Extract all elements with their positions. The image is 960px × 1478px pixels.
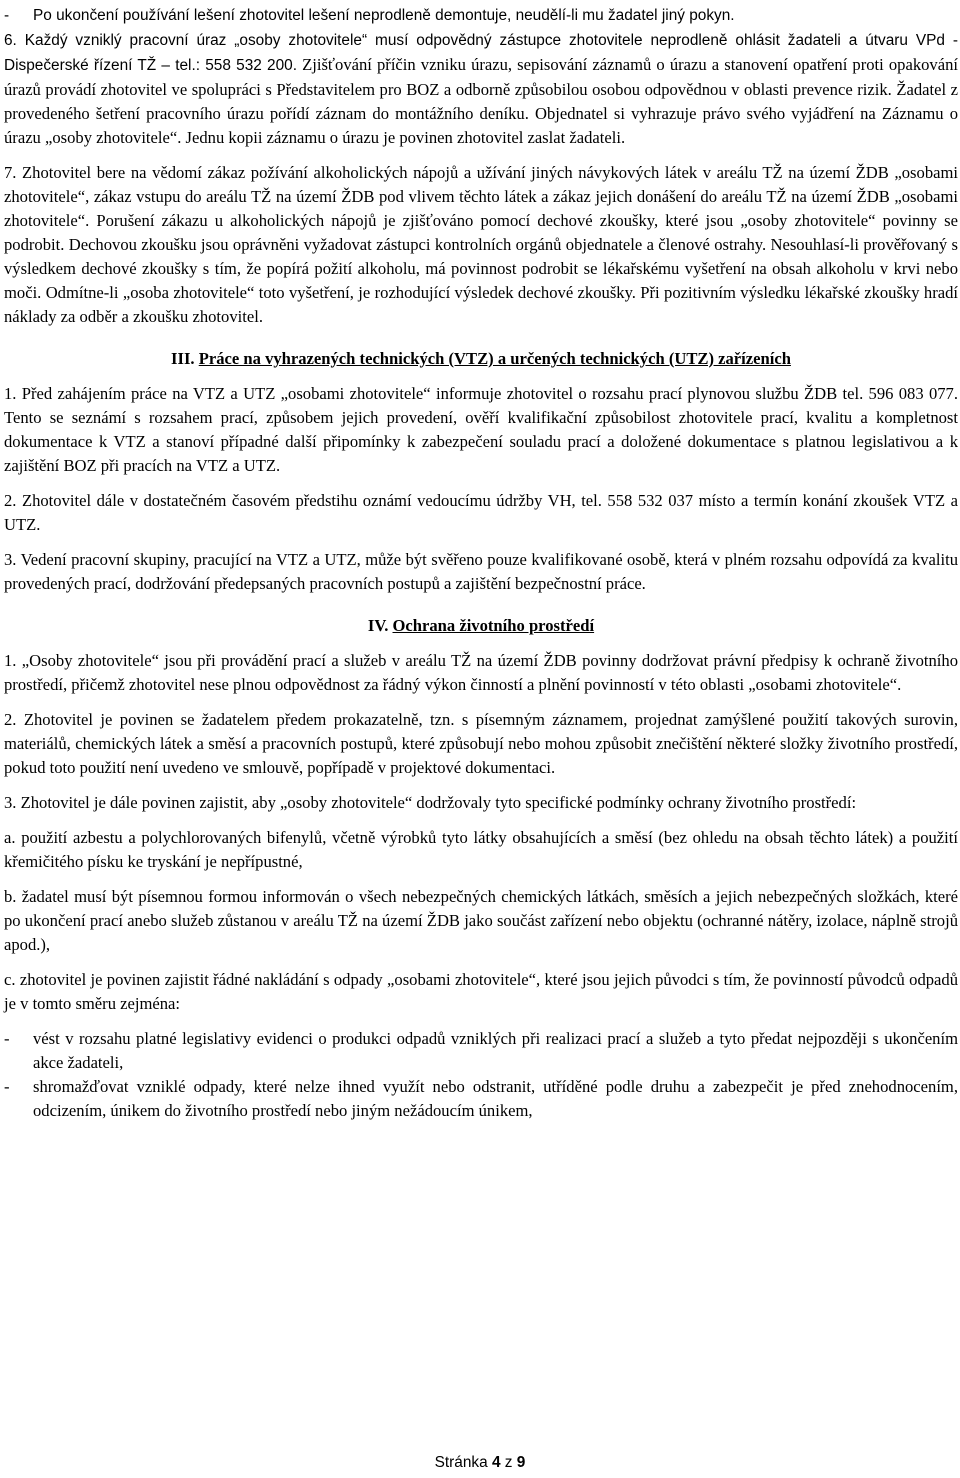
section-4-title: Ochrana životního prostředí: [392, 616, 595, 635]
section-4-paragraph-1: 1. „Osoby zhotovitele“ jsou při provádění prací a služeb v areálu TŽ na území ŽDB povinny dodržovat právní předpisy k ochraně životního prostředí, přičemž zhotovitel nese plnou odpovědnost za řádný výkon činností a plnění povinností v této oblasti „osobami zhotovitele“.: [4, 651, 958, 694]
section-4-item-c: c. zhotovitel je povinen zajistit řádné nakládání s odpady „osobami zhotovitele“, které jsou jejich původci s tím, že povinností původců odpadů je v tomto směru zejména:: [4, 970, 958, 1013]
intro-dash-text: Po ukončení používání lešení zhotovitel lešení neprodleně demontuje, neudělí-li mu žadatel jiný pokyn.: [33, 7, 735, 24]
waste-dash-item: [4, 1075, 958, 1123]
footer-separator: z: [500, 1454, 517, 1471]
paragraph-6-body: Zjišťování příčin vzniku úrazu, sepisování záznamů o úrazu a stanovení opatření proti opakování úrazů provádí zhotovitel ve spolupráci s Představitelem pro BOZ a odborně způsobilou osobou odpovědnou v oblasti prevence rizik. Žadatel z provedeného šetření pracovního úrazu pořídí záznam do montážního deníku. Objednatel si vyhrazuje právo svého vyjádření na Záznamu o úrazu „osoby zhotovitele“. Jednu kopii záznamu o úrazu je povinen zhotovitel zaslat žadateli.: [4, 55, 958, 147]
section-3-paragraph-3: 3. Vedení pracovní skupiny, pracující na VTZ a UTZ, může být svěřeno pouze kvalifikované osobě, která v plném rozsahu odpovídá za kvalitu provedených prací, dodržování předepsaných pracovních postupů a zajištění bezpečnostní práce.: [4, 550, 958, 593]
paragraph-7: 7. Zhotovitel bere na vědomí zákaz požívání alkoholických nápojů a užívání jiných návykových látek v areálu TŽ na území ŽDB „osobami zhotovitele“, zákaz vstupu do areálu TŽ na území ŽDB pod vlivem těchto látek a zákaz jejich donášení do areálu TŽ na území ŽDB „osobami zhotovitele“. Porušení zákazu u alkoholických nápojů je zjišťováno pomocí dechové zkoušky, které jsou „osoby zhotovitele“ povinny se podrobit. Dechovou zkoušku jsou oprávněni vyžadovat zástupci kontrolních orgánů objednatele a členové ostrahy. Nesouhlasí-li prověřovaný s výsledkem dechové zkoušky s tím, že popírá požití alkoholu, má povinnost podrobit se lékařskému vyšetření na obsah alkoholu v krvi nebo moči. Odmítne-li „osoba zhotovitele“ toto vyšetření, je rozhodující výsledek dechové zkoušky. Při pozitivním výsledku lékařské zkoušky hradí náklady za odběr a zkoušku zhotovitel.: [4, 163, 958, 326]
section-4-paragraph-3: 3. Zhotovitel je dále povinen zajistit, aby „osoby zhotovitele“ dodržovaly tyto specifické podmínky ochrany životního prostředí:: [4, 793, 857, 812]
waste-dash-text-1: vést v rozsahu platné legislativy evidenci o produkci odpadů vzniklých při realizaci prací a služeb a tyto předat nejpozději s ukončením akce žadateli,: [33, 1029, 958, 1072]
footer-prefix: Stránka: [434, 1454, 492, 1471]
dash-bullet: -: [4, 1029, 10, 1048]
section-4-item-a: a. použití azbestu a polychlorovaných bifenylů, včetně výrobků tyto látky obsahujících a směsí (bez ohledu na obsah těchto látek) a použití křemičitého písku ke tryskání je nepřípustné,: [4, 828, 958, 871]
footer-total-pages: 9: [516, 1454, 526, 1471]
footer-current-page: 4: [491, 1454, 501, 1471]
dash-bullet: -: [4, 7, 10, 24]
dash-bullet: -: [4, 1077, 10, 1096]
waste-dash-text-2: shromažďovat vzniklé odpady, které nelze ihned využít nebo odstranit, utříděné podle druhu a zabezpečit je před znehodnocením, odcizením, únikem do životního prostředí nebo jiným nežádoucím únikem,: [33, 1077, 958, 1120]
section-4-paragraph-2: 2. Zhotovitel je povinen se žadatelem předem prokazatelně, tzn. s písemným záznamem, projednat zamýšlené použití takových surovin, materiálů, chemických látek a směsí a pracovních postupů, které způsobují nebo mohou způsobit znečištění některé složky životního prostředí, pokud toto použití není uvedeno ve smlouvě, popřípadě v projektové dokumentaci.: [4, 710, 958, 777]
paragraph-6: [4, 28, 958, 150]
section-3-number: III.: [171, 349, 195, 368]
section-3-paragraph-1: 1. Před zahájením práce na VTZ a UTZ „osobami zhotovitele“ informuje zhotovitel o rozsahu prací plynovou službu ŽDB tel. 596 083 077. Tento se seznámí s rozsahem prací, způsobem jejich provedení, ověří kvalifikační způsobilost zhotovitele prací, kvalitu a kompletnost dokumentace k VTZ a stanoví případné další připomínky k zabezpečení souladu prací a doložené dokumentace s platnou legislativou a k zajištění BOZ při pracích na VTZ a UTZ.: [4, 384, 958, 475]
page-footer: [0, 1451, 960, 1475]
document-body: [4, 4, 958, 1123]
section-4-item-b: b. žadatel musí být písemnou formou informován o všech nebezpečných chemických látkách, směsích a jejich nebezpečných složkách, které po ukončení prací anebo služeb zůstanou v areálu TŽ na území ŽDB jako součást zařízení nebo objektu (ochranné nátěry, izolace, náplně strojů apod.),: [4, 887, 958, 954]
waste-dash-item: [4, 1027, 958, 1075]
section-4-number: IV.: [367, 616, 389, 635]
section-3-paragraph-2: 2. Zhotovitel dále v dostatečném časovém předstihu oznámí vedoucímu údržby VH, tel. 558 532 037 místo a termín konání zkoušek VTZ a UTZ.: [4, 491, 958, 534]
section-3-heading: [4, 347, 958, 371]
intro-dash-item: [4, 4, 958, 28]
paragraph-6-lead: 6. Každý vzniklý pracovní úraz „osoby zhotovitele“ musí odpovědný zástupce zhotovitele neprodleně ohlásit žadateli a útvaru VPd - Dispečerské řízení TŽ – tel.: 558 532 200.: [4, 32, 958, 74]
section-3-title: Práce na vyhrazených technických (VTZ) a určených technických (UTZ) zařízeních: [198, 349, 791, 368]
section-4-heading: [4, 614, 958, 638]
